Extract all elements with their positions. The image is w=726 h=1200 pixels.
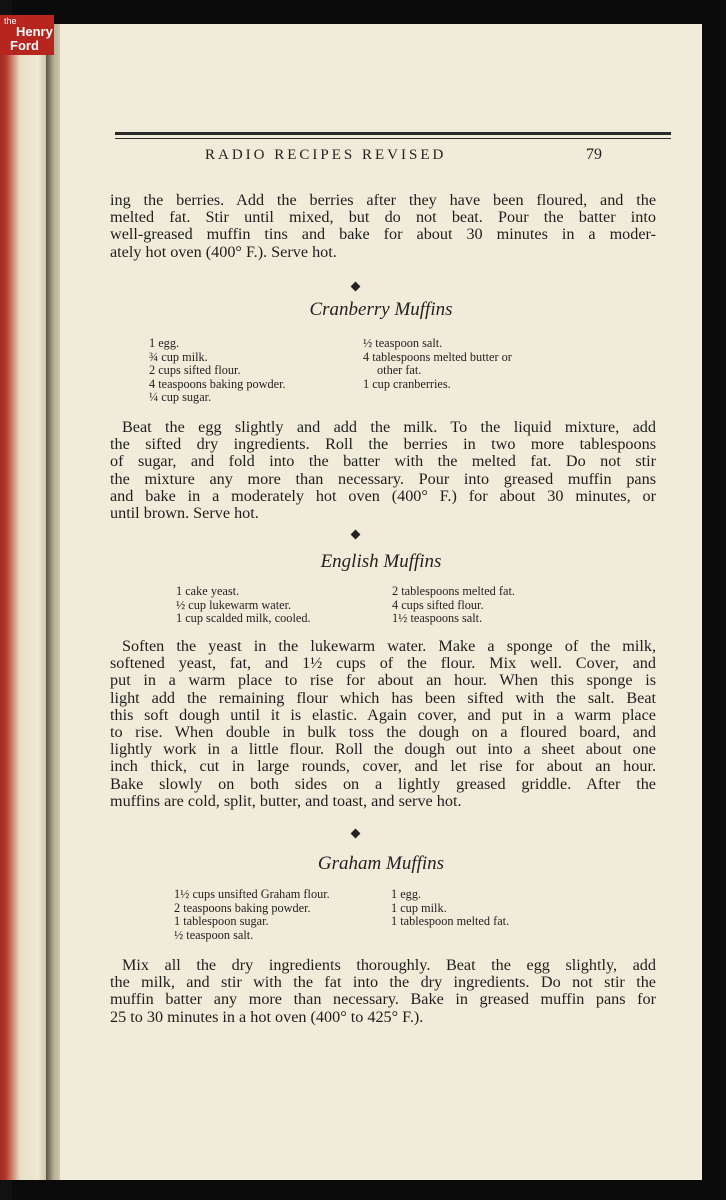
text-line: until brown. Serve hot. <box>110 504 259 523</box>
ingredient-item: 4 tablespoons melted butter or <box>363 349 512 364</box>
recipe-title-graham: Graham Muffins <box>317 853 445 874</box>
ingredient-item: ½ cup lukewarm water. <box>176 597 292 612</box>
header-rule-thick <box>115 132 671 135</box>
text-line: the milk, and stir with the fat into the dry ingredients. Do not stir the <box>110 973 656 992</box>
text-line: ing the berries. Add the berries after they have been floured, and the <box>110 191 656 209</box>
intro-paragraph <box>110 192 656 261</box>
ingredients-left-cranberry <box>149 337 286 405</box>
ingredient-item: 1 tablespoon melted fat. <box>391 914 510 929</box>
ingredient-item: 1 egg. <box>391 887 422 901</box>
text-line: softened yeast, fat, and 1½ cups of the flour. Mix well. Cover, and <box>110 654 656 673</box>
ingredient-item: 2 cups sifted flour. <box>149 363 241 378</box>
ingredients-right-graham <box>391 888 509 929</box>
henry-ford-logo <box>0 15 54 55</box>
text-line: Soften the yeast in the lukewarm water. Make a sponge of the milk, <box>122 637 656 655</box>
text-line: melted fat. Stir until mixed, but do not beat. Pour the batter into <box>110 208 656 227</box>
ingredient-item: 1 cake yeast. <box>176 584 240 598</box>
ingredients-right-english <box>392 585 515 626</box>
ingredient-item: 4 teaspoons baking powder. <box>149 376 286 391</box>
ingredient-item: 4 cups sifted flour. <box>392 597 484 612</box>
text-line: Bake slowly on both sides on a lightly greased griddle. After the <box>110 774 656 793</box>
running-head: RADIO RECIPES REVISED <box>205 147 447 163</box>
ingredient-item: 1 cup milk. <box>391 900 447 915</box>
recipe-title-english: English Muffins <box>320 551 442 572</box>
header-rule-thin <box>115 138 671 139</box>
text-line: light add the remaining flour which has been sifted with the salt. Beat <box>110 688 656 707</box>
text-line: the mixture any more than necessary. Pour into greased muffin pans <box>110 469 656 488</box>
ingredient-item: 1 cup scalded milk, cooled. <box>176 611 311 626</box>
directions-english <box>110 638 656 810</box>
directions-cranberry <box>110 419 656 522</box>
book-page <box>60 24 702 1180</box>
ingredient-item: ¼ cup sugar. <box>149 390 212 405</box>
ingredient-item: other fat. <box>377 363 422 378</box>
ingredient-item: ¾ cup milk. <box>149 349 208 364</box>
text-line: Mix all the dry ingredients thoroughly. Beat the egg slightly, add <box>122 956 656 974</box>
ingredient-item: ½ teaspoon salt. <box>363 336 443 350</box>
text-line: 25 to 30 minutes in a hot oven (400° to 425° F.). <box>110 1007 424 1026</box>
section-ornament <box>351 530 361 540</box>
text-line: ately hot oven (400° F.). Serve hot. <box>110 242 337 261</box>
text-line: the sifted dry ingredients. Roll the berries in two more tablespoons <box>110 435 656 454</box>
ingredient-item: ½ teaspoon salt. <box>174 927 254 942</box>
ingredients-left-english <box>176 585 311 626</box>
text-line: well-greased muffin tins and bake for about 30 minutes in a moder- <box>110 225 656 244</box>
text-line: put in a warm place to rise for about an hour. When this sponge is <box>110 671 656 690</box>
section-ornament <box>351 829 361 839</box>
text-line: Beat the egg slightly and add the milk. To the liquid mixture, add <box>122 418 656 436</box>
directions-graham <box>110 957 656 1026</box>
recipe-title-cranberry: Cranberry Muffins <box>309 299 453 320</box>
ingredient-item: 1½ cups unsifted Graham flour. <box>174 887 330 901</box>
ingredient-item: 1 tablespoon sugar. <box>174 914 269 929</box>
page-number: 79 <box>586 146 602 163</box>
ingredient-item: 1 egg. <box>149 336 180 350</box>
ingredient-item: 1½ teaspoons salt. <box>392 611 483 626</box>
logo-text-henry: Henry <box>16 24 53 39</box>
facing-page-edge <box>0 24 50 1180</box>
ingredients-right-cranberry <box>363 337 512 391</box>
ingredient-item: 2 tablespoons melted fat. <box>392 584 515 598</box>
text-line: of sugar, and fold into the batter with the melted fat. Do not stir <box>110 452 656 471</box>
text-line: and bake in a moderately hot oven (400° F.) for about 30 minutes, or <box>110 486 656 505</box>
text-line: to rise. When double in bulk toss the dough on a floured board, and <box>110 723 656 742</box>
ingredients-left-graham <box>174 888 330 942</box>
section-ornament <box>351 282 361 292</box>
text-line: inch thick, cut in large rounds, cover, and let rise for about an hour. <box>110 757 656 776</box>
text-line: muffin batter any more than necessary. Bake in greased muffin pans for <box>110 990 656 1009</box>
text-line: this soft dough until it is elastic. Again cover, and put in a warm place <box>110 705 656 724</box>
text-line: lightly work in a little flour. Roll the dough out into a sheet about one <box>110 740 656 759</box>
logo-text-the: the <box>4 16 17 26</box>
ingredient-item: 2 teaspoons baking powder. <box>174 900 311 915</box>
logo-text-ford: Ford <box>10 38 39 53</box>
ingredient-item: 1 cup cranberries. <box>363 376 451 391</box>
text-line: muffins are cold, split, butter, and toast, and serve hot. <box>110 791 462 810</box>
